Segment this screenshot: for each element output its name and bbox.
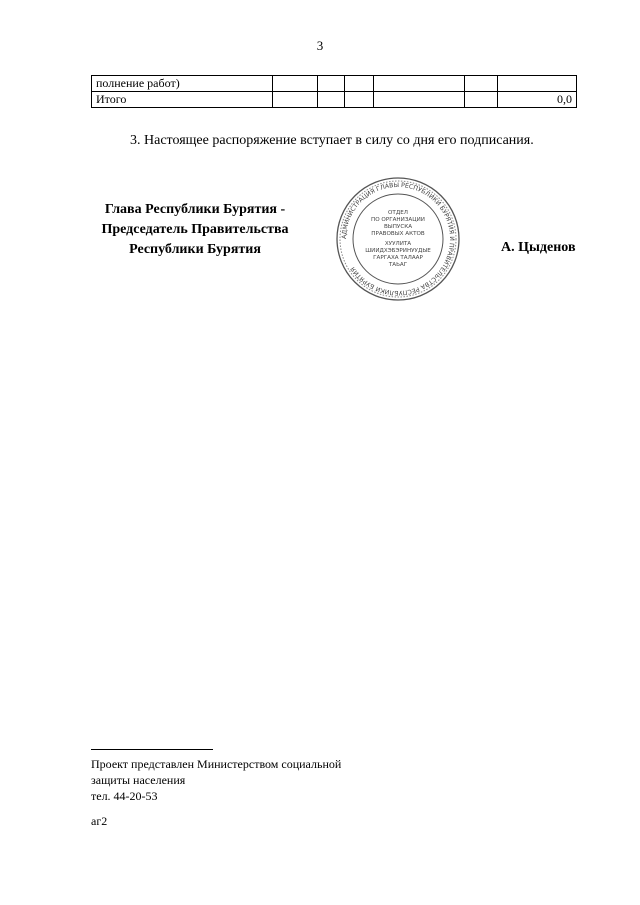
- table-cell: [345, 92, 374, 108]
- table-cell: [345, 76, 374, 92]
- signer-name: А. Цыденов: [501, 240, 576, 255]
- seal-line: ШИИДХЭБЭРИНУУДЫЕ: [365, 248, 431, 254]
- table-cell-name: полнение работ): [92, 76, 273, 92]
- seal-line: ТАЬАГ: [388, 262, 408, 268]
- table-cell-total: 0,0: [498, 92, 577, 108]
- table-cell: [273, 92, 318, 108]
- signatory-title-line: Председатель Правительства: [101, 222, 289, 237]
- seal-line: ВЫПУСКА: [383, 224, 413, 230]
- page-number: 3: [316, 38, 324, 53]
- footnote-line: Проект представлен Министерством социальной: [91, 757, 342, 771]
- signatory-title-line: Глава Республики Бурятия -: [104, 202, 286, 217]
- footnote-divider: [91, 749, 213, 750]
- seal-line: ПО ОРГАНИЗАЦИИ: [371, 217, 425, 223]
- footnote: [91, 756, 341, 804]
- signatory-title-line: Республики Бурятия: [129, 242, 261, 257]
- table-cell: [374, 92, 465, 108]
- table-cell-total: [498, 76, 577, 92]
- table-cell: [465, 76, 498, 92]
- table-cell: [318, 92, 345, 108]
- table-cell: [273, 76, 318, 92]
- seal-line: ОТДЕЛ: [388, 210, 408, 216]
- signatory-title: [78, 200, 312, 260]
- table-cell: [465, 92, 498, 108]
- document-code: аг2: [91, 814, 108, 828]
- footnote-line: тел. 44-20-53: [91, 789, 158, 803]
- table-cell: [318, 76, 345, 92]
- table-row: [92, 76, 577, 92]
- clause-text: 3. Настоящее распоряжение вступает в силу со дня его подписания.: [130, 133, 534, 148]
- summary-table: [91, 75, 577, 108]
- footnote-line: защиты населения: [91, 773, 186, 787]
- seal-line: ХУУЛИТА: [384, 241, 412, 247]
- official-seal: [333, 176, 463, 302]
- seal-ring-text: АДМИНИСТРАЦИЯ ГЛАВЫ РЕСПУБЛИКИ БУРЯТИЯ И ПРАВИТЕЛЬСТВА РЕСПУБЛИКИ БУРЯТИЯ: [340, 181, 456, 297]
- table-cell-name: Итого: [92, 92, 273, 108]
- seal-line: ГАРГАХА ТАЛААР: [373, 255, 423, 261]
- table-row: [92, 92, 577, 108]
- seal-line: ПРАВОВЫХ АКТОВ: [371, 231, 425, 237]
- table-cell: [374, 76, 465, 92]
